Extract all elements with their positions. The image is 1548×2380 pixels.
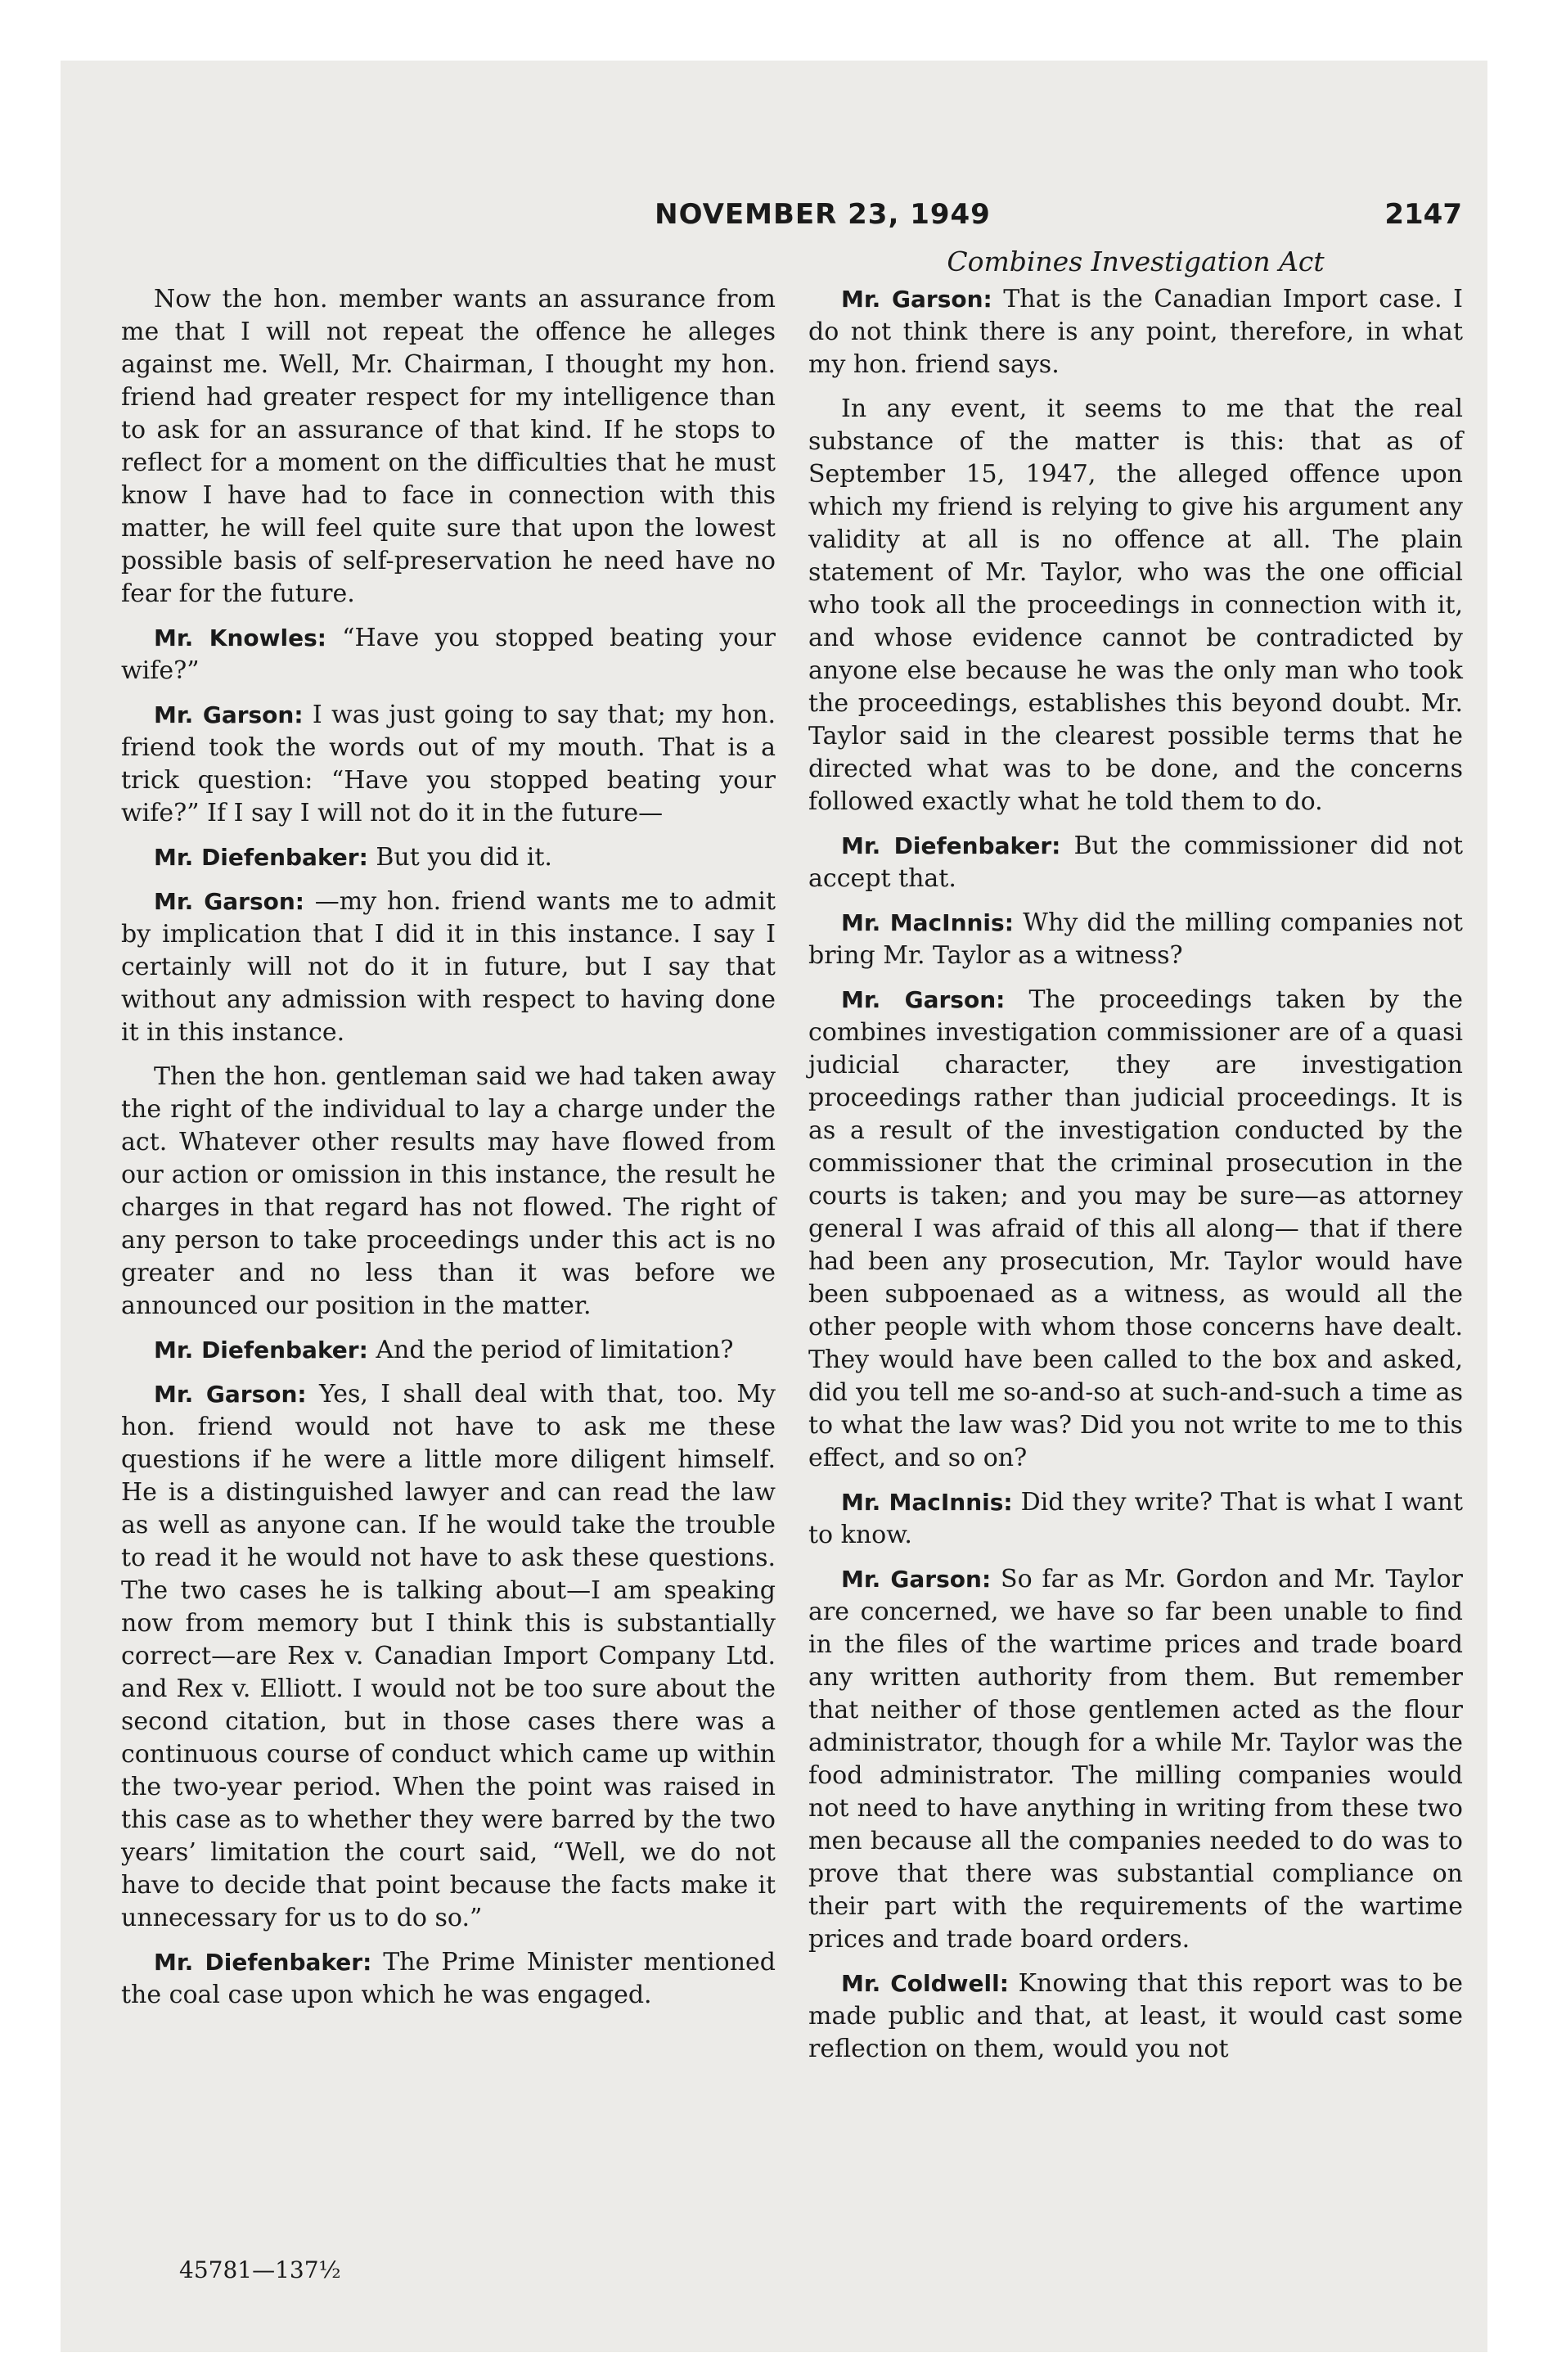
page-header [183, 198, 1462, 247]
speech-paragraph [121, 1946, 776, 2012]
page-number: 2147 [1384, 198, 1462, 231]
footer-code: 45781—137½ [179, 2256, 341, 2283]
speaker-name: Mr. Garson: [841, 1566, 992, 1593]
paragraph-text: Knowing that this report was to be made public and that, at least, it would cast some reflection on them, would you not [808, 1969, 1463, 2063]
speech-paragraph [121, 841, 776, 874]
paragraph-text: —my hon. friend wants me to admit by implication that I did it in this instance. I say I certainly will not do it in future, but I say that without any admission with respect to having done it in this instance. [121, 887, 776, 1047]
continuation-paragraph [808, 393, 1463, 818]
paragraph-text: Yes, I shall deal with that, too. My hon. friend would not have to ask me these questions if he were a little more diligent himself. He is a distinguished lawyer and can read the law as well as anyone can. If he would take the trouble to read it he would not have to ask these questions. The two cases he is talking about—I am speaking now from memory but I think this is substantially correct—are Rex v. Canadian Import Company Ltd. and Rex v. Elliott. I would not be too sure about the second citation, but in those cases there was a continuous course of conduct which came up within the two-year period. When the point was raised in this case as to whether they were barred by the two years’ limitation the court said, “Well, we do not have to decide that point because the facts make it unnecessary for us to do so.” [121, 1380, 776, 1932]
speaker-name: Mr. Diefenbaker: [841, 832, 1061, 859]
paragraph-text: I was just going to say that; my hon. friend took the words out of my mouth. That is a trick question: “Have you stopped beating your wife?” If I say I will not do it in the future— [121, 701, 776, 827]
paragraph-text: Did they write? That is what I want to know. [808, 1488, 1463, 1549]
page-date: NOVEMBER 23, 1949 [655, 198, 991, 231]
paragraph-text: The proceedings taken by the combines investigation commissioner are of a quasi judicial character, they are investigation proceedings rather than judicial proceedings. It is as a result of the investigation conducted by the commissioner that the criminal prosecution in the courts is taken; and you may be sure—as attorney general I was afraid of this all along— that if there had been any prosecution, Mr. Taylor would have been subpoenaed as a witness, as would all the other people with whom those concerns have dealt. They would have been called to the box and asked, did you tell me so-and-so at such-and-such a time as to what the law was? Did you not write to me to this effect, and so on? [808, 985, 1463, 1472]
speaker-name: Mr. Garson: [154, 888, 304, 915]
speech-paragraph [808, 984, 1463, 1475]
speaker-name: Mr. Knowles: [154, 624, 326, 651]
speaker-name: Mr. Garson: [841, 986, 1006, 1013]
speaker-name: Mr. Diefenbaker: [154, 1336, 368, 1364]
speech-paragraph [808, 830, 1463, 895]
continuation-paragraph [121, 1061, 776, 1323]
speech-paragraph [808, 283, 1463, 381]
speech-paragraph [808, 1563, 1463, 1956]
paragraph-text: In any event, it seems to me that the real substance of the matter is this: that as of September 15, 1947, the alleged offence upon which my friend is relying to give his argument any validity at all is no offence at all. The plain statement of Mr. Taylor, who was the one official who took all the proceedings in connection with it, and whose evidence cannot be contradicted by anyone else because he was the only man who took the proceedings, establishes this beyond doubt. Mr. Taylor said in the clearest possible terms that he directed what was to be done, and the concerns followed exactly what he told them to do. [808, 394, 1463, 816]
paragraph-text: But you did it. [376, 843, 552, 872]
paragraph-text: Now the hon. member wants an assurance from me that I will not repeat the offence he alleges against me. Well, Mr. Chairman, I thought my hon. friend had greater respect for my intelligence than to ask for an assurance of that kind. If he stops to reflect for a moment on the difficulties that he must know I have had to face in connection with this matter, he will feel quite sure that upon the lowest possible basis of self-preservation he need have no fear for the future. [121, 285, 776, 608]
speaker-name: Mr. Garson: [154, 1381, 307, 1408]
speech-paragraph [808, 907, 1463, 972]
speaker-name: Mr. Garson: [154, 701, 304, 728]
speech-paragraph [121, 886, 776, 1049]
speaker-name: Mr. Diefenbaker: [154, 1949, 372, 1976]
speech-paragraph [121, 699, 776, 830]
speech-paragraph [121, 622, 776, 687]
scanned-page [61, 61, 1487, 2352]
paragraph-text: Then the hon. gentleman said we had taken away the right of the individual to lay a charge under the act. Whatever other results may have flowed from our action or omission in this instance, the result he charges in that regard has not flowed. The right of any person to take proceedings under this act is no greater and no less than it was before we announced our position in the matter. [121, 1062, 776, 1320]
paragraph-text: The Prime Minister mentioned the coal case upon which he was engaged. [121, 1948, 776, 2009]
left-column [121, 283, 776, 2023]
speaker-name: Mr. Garson: [841, 286, 992, 313]
paragraph-text: “Have you stopped beating your wife?” [121, 624, 776, 685]
paragraph-text: So far as Mr. Gordon and Mr. Taylor are concerned, we have so far been unable to find in the files of the wartime prices and trade board any written authority from them. But remember that neither of those gentlemen acted as the flour administrator, though for a while Mr. Taylor was the food administrator. The milling companies would not need to have anything in writing from these two men because all the companies needed to do was to prove that there was substantial compliance on their part with the requirements of the wartime prices and trade board orders. [808, 1565, 1463, 1954]
running-head: Combines Investigation Act [947, 246, 1325, 277]
paragraph-text: That is the Canadian Import case. I do not think there is any point, therefore, in what my hon. friend says. [808, 285, 1463, 379]
right-column [808, 283, 1463, 2077]
paragraph-text: Why did the milling companies not bring Mr. Taylor as a witness? [808, 908, 1463, 970]
speaker-name: Mr. MacInnis: [841, 909, 1014, 936]
speaker-name: Mr. Diefenbaker: [154, 844, 368, 871]
paragraph-text: And the period of limitation? [376, 1336, 734, 1364]
speech-paragraph [808, 1968, 1463, 2066]
speech-paragraph [808, 1486, 1463, 1552]
speaker-name: Mr. MacInnis: [841, 1489, 1013, 1516]
speech-paragraph [121, 1334, 776, 1367]
continuation-paragraph [121, 283, 776, 611]
speech-paragraph [121, 1378, 776, 1935]
speaker-name: Mr. Coldwell: [841, 1970, 1009, 1997]
paragraph-text: But the commissioner did not accept that. [808, 832, 1463, 893]
